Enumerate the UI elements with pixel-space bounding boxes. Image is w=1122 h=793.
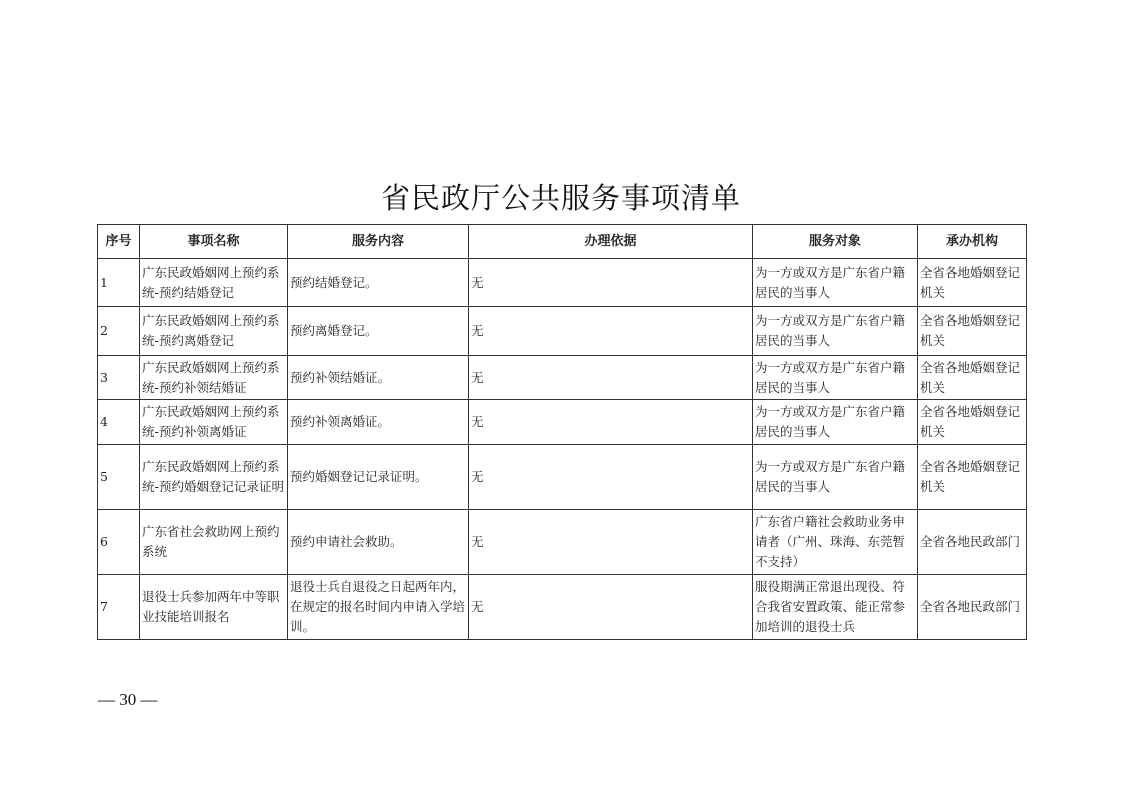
cell-organization: 全省各地婚姻登记机关 [918, 400, 1027, 445]
cell-basis: 无 [469, 356, 753, 400]
table-row [98, 510, 1027, 575]
cell-item-name: 广东民政婚姻网上预约系统-预约结婚登记 [140, 259, 288, 307]
cell-item-name: 广东民政婚姻网上预约系统-预约补领结婚证 [140, 356, 288, 400]
table-row [98, 400, 1027, 445]
cell-basis: 无 [469, 400, 753, 445]
cell-item-name: 广东民政婚姻网上预约系统-预约婚姻登记记录证明 [140, 445, 288, 510]
header-item-name: 事项名称 [140, 225, 288, 259]
service-table [97, 224, 1027, 640]
cell-target: 为一方或双方是广东省户籍居民的当事人 [753, 356, 918, 400]
cell-target: 为一方或双方是广东省户籍居民的当事人 [753, 445, 918, 510]
cell-basis: 无 [469, 259, 753, 307]
header-service-content: 服务内容 [288, 225, 469, 259]
cell-index: 3 [98, 356, 140, 400]
cell-basis: 无 [469, 307, 753, 356]
cell-item-name: 广东民政婚姻网上预约系统-预约补领离婚证 [140, 400, 288, 445]
cell-target: 为一方或双方是广东省户籍居民的当事人 [753, 400, 918, 445]
cell-target: 为一方或双方是广东省户籍居民的当事人 [753, 307, 918, 356]
cell-item-name: 退役士兵参加两年中等职业技能培训报名 [140, 575, 288, 640]
table-row [98, 259, 1027, 307]
cell-service-content: 预约补领离婚证。 [288, 400, 469, 445]
cell-item-name: 广东民政婚姻网上预约系统-预约离婚登记 [140, 307, 288, 356]
cell-organization: 全省各地婚姻登记机关 [918, 307, 1027, 356]
table-header-row [98, 225, 1027, 259]
table-row [98, 445, 1027, 510]
header-target: 服务对象 [753, 225, 918, 259]
cell-organization: 全省各地民政部门 [918, 575, 1027, 640]
header-index: 序号 [98, 225, 140, 259]
cell-index: 4 [98, 400, 140, 445]
cell-index: 7 [98, 575, 140, 640]
header-organization: 承办机构 [918, 225, 1027, 259]
cell-organization: 全省各地民政部门 [918, 510, 1027, 575]
cell-basis: 无 [469, 510, 753, 575]
cell-service-content: 预约结婚登记。 [288, 259, 469, 307]
cell-basis: 无 [469, 445, 753, 510]
cell-target: 为一方或双方是广东省户籍居民的当事人 [753, 259, 918, 307]
table-row [98, 307, 1027, 356]
page-number: — 30 — [98, 690, 158, 709]
cell-index: 6 [98, 510, 140, 575]
table-row [98, 575, 1027, 640]
cell-organization: 全省各地婚姻登记机关 [918, 259, 1027, 307]
cell-service-content: 退役士兵自退役之日起两年内，在规定的报名时间内申请入学培训。 [288, 575, 469, 640]
cell-organization: 全省各地婚姻登记机关 [918, 445, 1027, 510]
cell-service-content: 预约申请社会救助。 [288, 510, 469, 575]
cell-index: 5 [98, 445, 140, 510]
cell-organization: 全省各地婚姻登记机关 [918, 356, 1027, 400]
cell-item-name: 广东省社会救助网上预约系统 [140, 510, 288, 575]
cell-target: 服役期满正常退出现役、符合我省安置政策、能正常参加培训的退役士兵 [753, 575, 918, 640]
cell-service-content: 预约婚姻登记记录证明。 [288, 445, 469, 510]
cell-index: 2 [98, 307, 140, 356]
cell-basis: 无 [469, 575, 753, 640]
cell-index: 1 [98, 259, 140, 307]
cell-service-content: 预约补领结婚证。 [288, 356, 469, 400]
cell-target: 广东省户籍社会救助业务申请者（广州、珠海、东莞暂不支持） [753, 510, 918, 575]
table-row [98, 356, 1027, 400]
cell-service-content: 预约离婚登记。 [288, 307, 469, 356]
header-basis: 办理依据 [469, 225, 753, 259]
page-title: 省民政厅公共服务事项清单 [380, 181, 741, 215]
